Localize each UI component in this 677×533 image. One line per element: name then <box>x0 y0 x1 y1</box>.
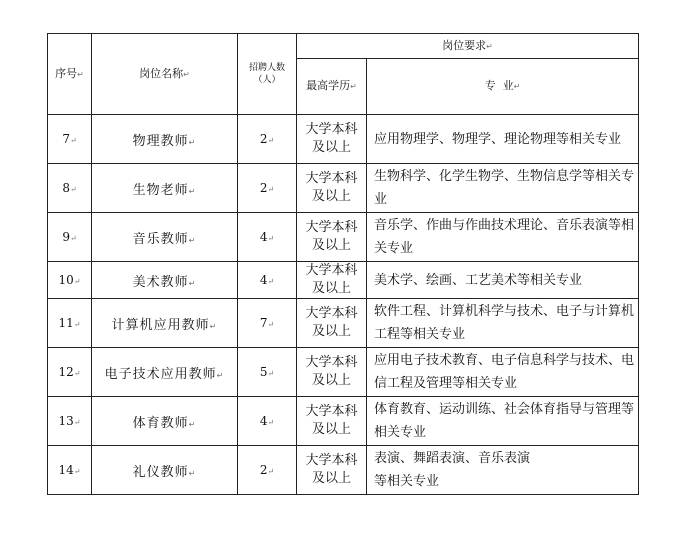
row-education: 大学本科 及以上 <box>297 397 367 446</box>
row-education: 大学本科 及以上 <box>297 348 367 397</box>
row-hire-count: 2↵ <box>238 164 297 213</box>
row-hire-count: 4↵ <box>238 213 297 262</box>
row-major: 生物科学、化学生物学、生物信息学等相关专业 <box>367 164 639 213</box>
header-index: 序号↵ <box>48 34 92 115</box>
row-education: 大学本科 及以上 <box>297 115 367 164</box>
row-position-name: 计算机应用教师↵ <box>92 299 238 348</box>
row-education: 大学本科 及以上 <box>297 262 367 299</box>
row-education: 大学本科 及以上 <box>297 446 367 495</box>
row-major: 音乐学、作曲与作曲技术理论、音乐表演等相关专业 <box>367 213 639 262</box>
header-major: 专 业↵ <box>367 59 639 115</box>
table-row <box>48 262 639 299</box>
row-position-name: 电子技术应用教师↵ <box>92 348 238 397</box>
header-requirements: 岗位要求↵ <box>297 34 639 59</box>
table-row <box>48 397 639 446</box>
row-position-name: 体育教师↵ <box>92 397 238 446</box>
row-position-name: 生物老师↵ <box>92 164 238 213</box>
row-hire-count: 2↵ <box>238 446 297 495</box>
row-hire-count: 4↵ <box>238 262 297 299</box>
row-index: 7↵ <box>48 115 92 164</box>
row-position-name: 礼仪教师↵ <box>92 446 238 495</box>
header-hire-count: 招聘人数 （人） <box>238 34 297 115</box>
row-education: 大学本科 及以上 <box>297 299 367 348</box>
table-row <box>48 164 639 213</box>
recruitment-table <box>47 33 639 495</box>
row-hire-count: 4↵ <box>238 397 297 446</box>
table-row <box>48 446 639 495</box>
row-hire-count: 5↵ <box>238 348 297 397</box>
table-row <box>48 213 639 262</box>
row-education: 大学本科 及以上 <box>297 213 367 262</box>
row-major: 应用物理学、物理学、理论物理等相关专业 <box>367 115 639 164</box>
row-index: 10↵ <box>48 262 92 299</box>
table-row <box>48 115 639 164</box>
row-position-name: 美术教师↵ <box>92 262 238 299</box>
row-position-name: 物理教师↵ <box>92 115 238 164</box>
row-major: 表演、舞蹈表演、音乐表演 等相关专业 <box>367 446 639 495</box>
row-index: 12↵ <box>48 348 92 397</box>
row-index: 9↵ <box>48 213 92 262</box>
header-education: 最高学历↵ <box>297 59 367 115</box>
row-major: 应用电子技术教育、电子信息科学与技术、电信工程及管理等相关专业 <box>367 348 639 397</box>
row-index: 11↵ <box>48 299 92 348</box>
header-position-name: 岗位名称↵ <box>92 34 238 115</box>
row-index: 14↵ <box>48 446 92 495</box>
row-major: 美术学、绘画、工艺美术等相关专业 <box>367 262 639 299</box>
row-position-name: 音乐教师↵ <box>92 213 238 262</box>
row-major: 体育教育、运动训练、社会体育指导与管理等相关专业 <box>367 397 639 446</box>
row-major: 软件工程、计算机科学与技术、电子与计算机工程等相关专业 <box>367 299 639 348</box>
row-index: 13↵ <box>48 397 92 446</box>
row-hire-count: 7↵ <box>238 299 297 348</box>
table-row <box>48 299 639 348</box>
row-hire-count: 2↵ <box>238 115 297 164</box>
row-education: 大学本科 及以上 <box>297 164 367 213</box>
table-row <box>48 348 639 397</box>
row-index: 8↵ <box>48 164 92 213</box>
